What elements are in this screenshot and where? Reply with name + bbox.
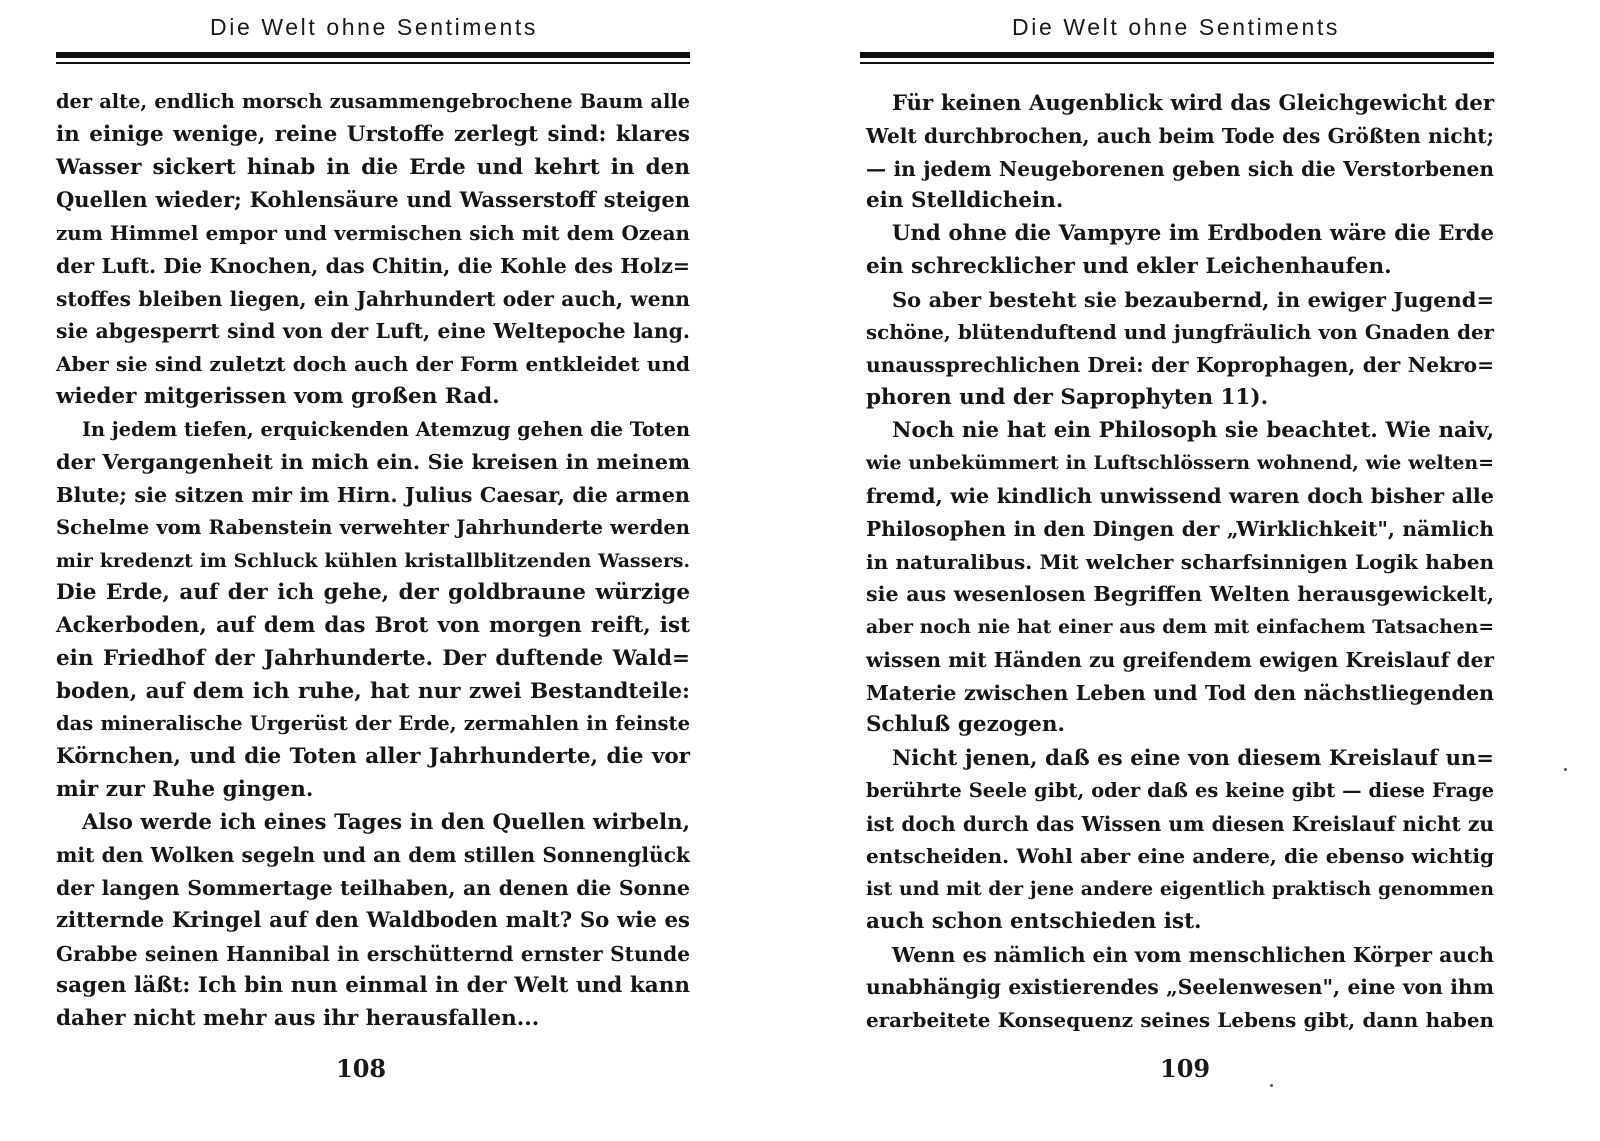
text-line: daher nicht mehr aus ihr herausfallen... xyxy=(56,1006,540,1031)
text-line: boden, auf dem ich ruhe, hat nur zwei Bestandteile: xyxy=(56,678,690,704)
text-line: mit den Wolken segeln und an dem stillen Sonnenglück xyxy=(56,843,690,868)
text-line: ein Friedhof der Jahrhunderte. Der duftende Wald= xyxy=(56,645,690,671)
text-line: sie abgesperrt sind von der Luft, eine Weltepoche lang. xyxy=(56,319,690,344)
text-line: berührte Seele gibt, oder daß es keine gibt — diese Frage xyxy=(866,778,1494,802)
text-line: Ackerboden, auf dem das Brot von morgen reift, ist xyxy=(56,613,690,638)
text-line: der Vergangenheit in mich ein. Sie kreisen in meinem xyxy=(56,449,690,475)
text-line: ein Stelldichein. xyxy=(866,188,1064,214)
text-line: Wasser sickert hinab in die Erde und kehrt in den xyxy=(56,154,690,180)
text-line: wissen mit Händen zu greifendem ewigen Kreislauf der xyxy=(866,647,1494,672)
text-line: entscheiden. Wohl aber eine andere, die ebenso wichtig xyxy=(866,844,1494,869)
header-rule-thick xyxy=(860,52,1494,58)
paper-speck xyxy=(1270,1084,1273,1087)
text-line: auch schon entschieden ist. xyxy=(866,908,1202,934)
body-text xyxy=(866,87,1494,1037)
text-line: wie unbekümmert in Luftschlössern wohnend, wie welten= xyxy=(866,452,1494,475)
text-line: Schelme vom Rabenstein verwehter Jahrhunderte werden xyxy=(56,515,690,539)
text-line: Und ohne die Vampyre im Erdboden wäre die Erde xyxy=(892,221,1494,246)
text-line: der langen Sommertage teilhaben, an denen die Sonne xyxy=(56,876,690,900)
text-line: Noch nie hat ein Philosoph sie beachtet. Wie naiv, xyxy=(892,417,1494,443)
text-line: mir zur Ruhe gingen. xyxy=(56,776,314,802)
paper-speck xyxy=(1564,768,1567,771)
text-line: Die Erde, auf der ich gehe, der goldbraune würzige xyxy=(56,580,690,606)
text-line: Quellen wieder; Kohlensäure und Wasserstoff steigen xyxy=(56,187,690,213)
text-line: unabhängig existierendes „Seelenwesen", eine von ihm xyxy=(866,975,1494,1000)
text-line: Für keinen Augenblick wird das Gleichgewicht der xyxy=(892,90,1494,115)
page-number: 108 xyxy=(336,1054,387,1083)
text-line: der Luft. Die Knochen, das Chitin, die Kohle des Holz= xyxy=(56,253,690,278)
text-line: in naturalibus. Mit welcher scharfsinnigen Logik haben xyxy=(866,549,1494,574)
text-line: — in jedem Neugeborenen geben sich die Verstorbenen xyxy=(866,156,1494,181)
text-line: sagen läßt: Ich bin nun einmal in der Welt und kann xyxy=(56,973,690,999)
header-rule-thick xyxy=(56,52,690,58)
left-page xyxy=(0,0,790,1141)
text-line: in einige wenige, reine Urstoffe zerlegt sind: klares xyxy=(56,121,690,147)
text-line: Körnchen, und die Toten aller Jahrhunderte, die vor xyxy=(56,744,690,769)
text-line: phoren und der Saprophyten 11). xyxy=(866,384,1269,410)
text-line: So aber besteht sie bezaubernd, in ewiger Jugend= xyxy=(892,286,1494,312)
text-line: mir kredenzt im Schluck kühlen kristallblitzenden Wassers. xyxy=(56,549,690,572)
text-line: ist doch durch das Wissen um diesen Kreislauf nicht zu xyxy=(866,811,1494,836)
right-page xyxy=(860,0,1600,1141)
text-line: wieder mitgerissen vom großen Rad. xyxy=(56,383,500,409)
text-line: zitternde Kringel auf den Waldboden malt? So wie es xyxy=(56,907,690,933)
body-text xyxy=(56,86,690,1036)
text-line: aber noch nie hat einer aus dem mit einfachem Tatsachen= xyxy=(866,616,1494,638)
page-number: 109 xyxy=(1160,1054,1211,1083)
text-line: In jedem tiefen, erquickenden Atemzug gehen die Toten xyxy=(82,417,690,441)
text-line: schöne, blütenduftend und jungfräulich von Gnaden der xyxy=(866,320,1494,345)
text-line: Welt durchbrochen, auch beim Tode des Größten nicht; xyxy=(866,123,1494,148)
text-line: der alte, endlich morsch zusammengebrochene Baum alle xyxy=(56,90,690,113)
text-line: erarbeitete Konsequenz seines Lebens gibt, dann haben xyxy=(866,1008,1494,1032)
text-line: das mineralische Urgerüst der Erde, zermahlen in feinste xyxy=(56,712,690,736)
text-line: zum Himmel empor und vermischen sich mit dem Ozean xyxy=(56,221,690,245)
text-line: Blute; sie sitzen mir im Hirn. Julius Caesar, die armen xyxy=(56,483,690,507)
running-head: Die Welt ohne Sentiments xyxy=(1012,14,1340,40)
text-line: sie aus wesenlosen Begriffen Welten herausgewickelt, xyxy=(866,582,1494,607)
text-line: Also werde ich eines Tages in den Quellen wirbeln, xyxy=(82,809,690,835)
text-line: fremd, wie kindlich unwissend waren doch bisher alle xyxy=(866,484,1494,508)
header-rule-thin xyxy=(860,62,1494,64)
text-line: Schluß gezogen. xyxy=(866,712,1065,738)
text-line: ist und mit der jene andere eigentlich praktisch genommen xyxy=(866,878,1494,900)
text-line: Grabbe seinen Hannibal in erschütternd ernster Stunde xyxy=(56,941,690,966)
running-head: Die Welt ohne Sentiments xyxy=(210,14,538,40)
text-line: unaussprechlichen Drei: der Koprophagen, der Nekro= xyxy=(866,353,1494,377)
header-rule-thin xyxy=(56,62,690,64)
text-line: Wenn es nämlich ein vom menschlichen Körper auch xyxy=(892,942,1494,967)
text-line: Aber sie sind zuletzt doch auch der Form entkleidet und xyxy=(56,352,690,376)
text-line: Materie zwischen Leben und Tod den nächstliegenden xyxy=(866,680,1494,705)
text-line: stoffes bleiben liegen, ein Jahrhundert oder auch, wenn xyxy=(56,286,690,311)
text-line: Nicht jenen, daß es eine von diesem Kreislauf un= xyxy=(892,745,1494,770)
text-line: ein schrecklicher und ekler Leichenhaufen. xyxy=(866,253,1392,279)
text-line: Philosophen in den Dingen der „Wirklichkeit", nämlich xyxy=(866,516,1494,541)
